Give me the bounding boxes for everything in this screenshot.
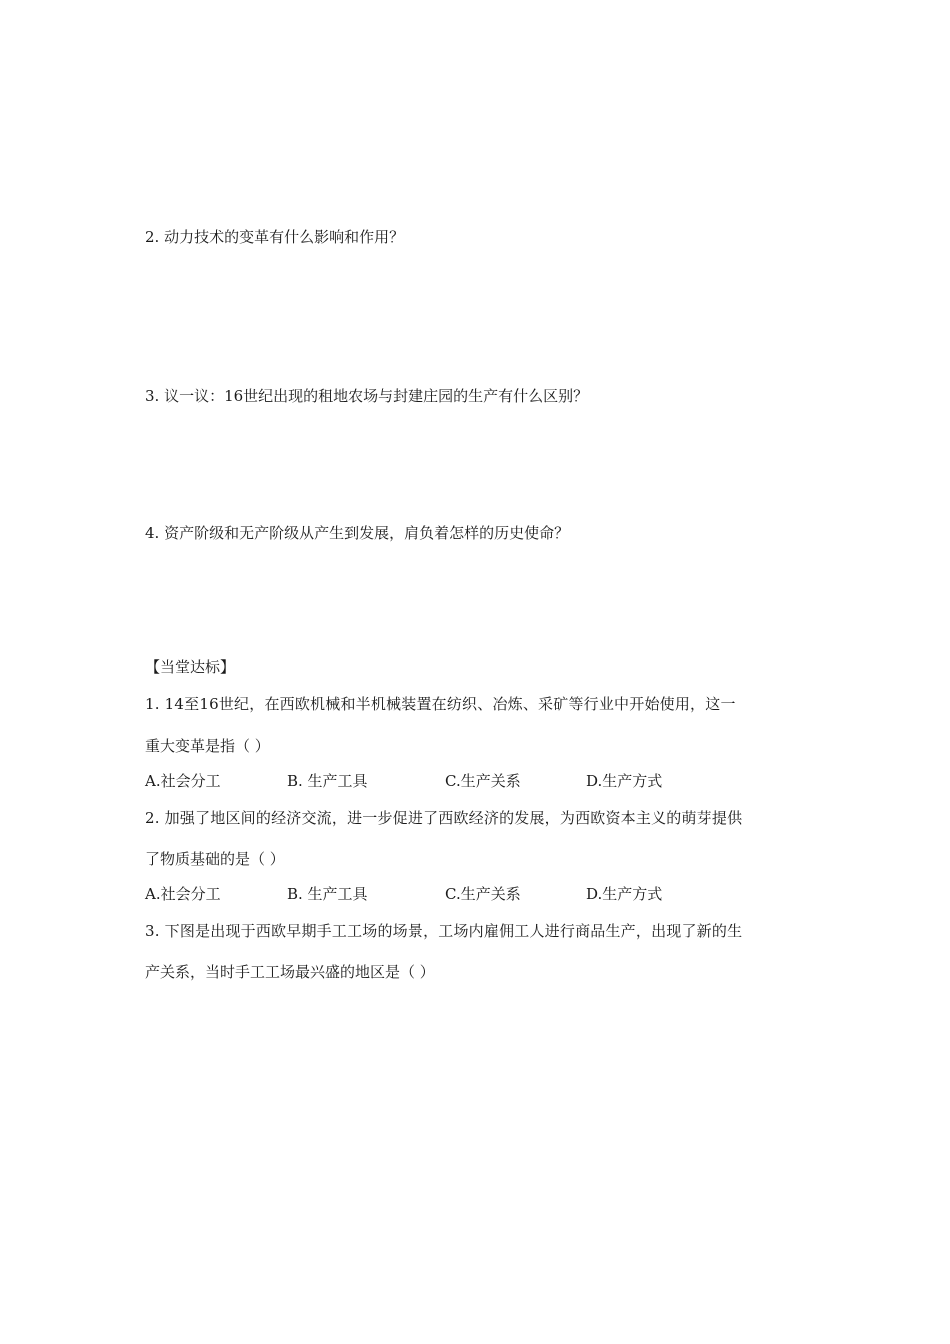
exercise-2-options — [145, 884, 805, 904]
exercise-3-line-2: 产关系，当时手工工场最兴盛的地区是（ ） — [145, 963, 435, 981]
question-4: 4. 资产阶级和无产阶级从产生到发展，肩负着怎样的历史使命？ — [145, 524, 570, 542]
exercise-1-option-a: A.社会分工 — [145, 772, 221, 790]
exercise-1-option-c: C.生产关系 — [445, 772, 521, 790]
exercise-1-option-b: B. 生产工具 — [287, 772, 368, 790]
exercise-1-option-d: D.生产方式 — [586, 772, 663, 790]
exercise-2-option-b: B. 生产工具 — [287, 885, 368, 903]
question-2: 2. 动力技术的变革有什么影响和作用？ — [145, 228, 405, 246]
exercise-1-line-1: 1. 14至16世纪，在西欧机械和半机械装置在纺织、冶炼、采矿等行业中开始使用，这一 — [145, 695, 736, 713]
exercise-2-option-c: C.生产关系 — [445, 885, 521, 903]
exercise-2-line-2: 了物质基础的是（ ） — [145, 850, 285, 868]
exercise-1-line-2: 重大变革是指（ ） — [145, 737, 270, 755]
exercise-1-options — [145, 771, 805, 791]
exercise-2-line-1: 2. 加强了地区间的经济交流，进一步促进了西欧经济的发展，为西欧资本主义的萌芽提供 — [145, 809, 743, 827]
exercise-3-line-1: 3. 下图是出现于西欧早期手工工场的场景，工场内雇佣工人进行商品生产，出现了新的生 — [145, 922, 743, 940]
exercise-2-option-a: A.社会分工 — [145, 885, 221, 903]
question-3: 3. 议一议：16世纪出现的租地农场与封建庄园的生产有什么区别？ — [145, 387, 589, 405]
section-heading: 【当堂达标】 — [145, 658, 236, 676]
exercise-2-option-d: D.生产方式 — [586, 885, 663, 903]
